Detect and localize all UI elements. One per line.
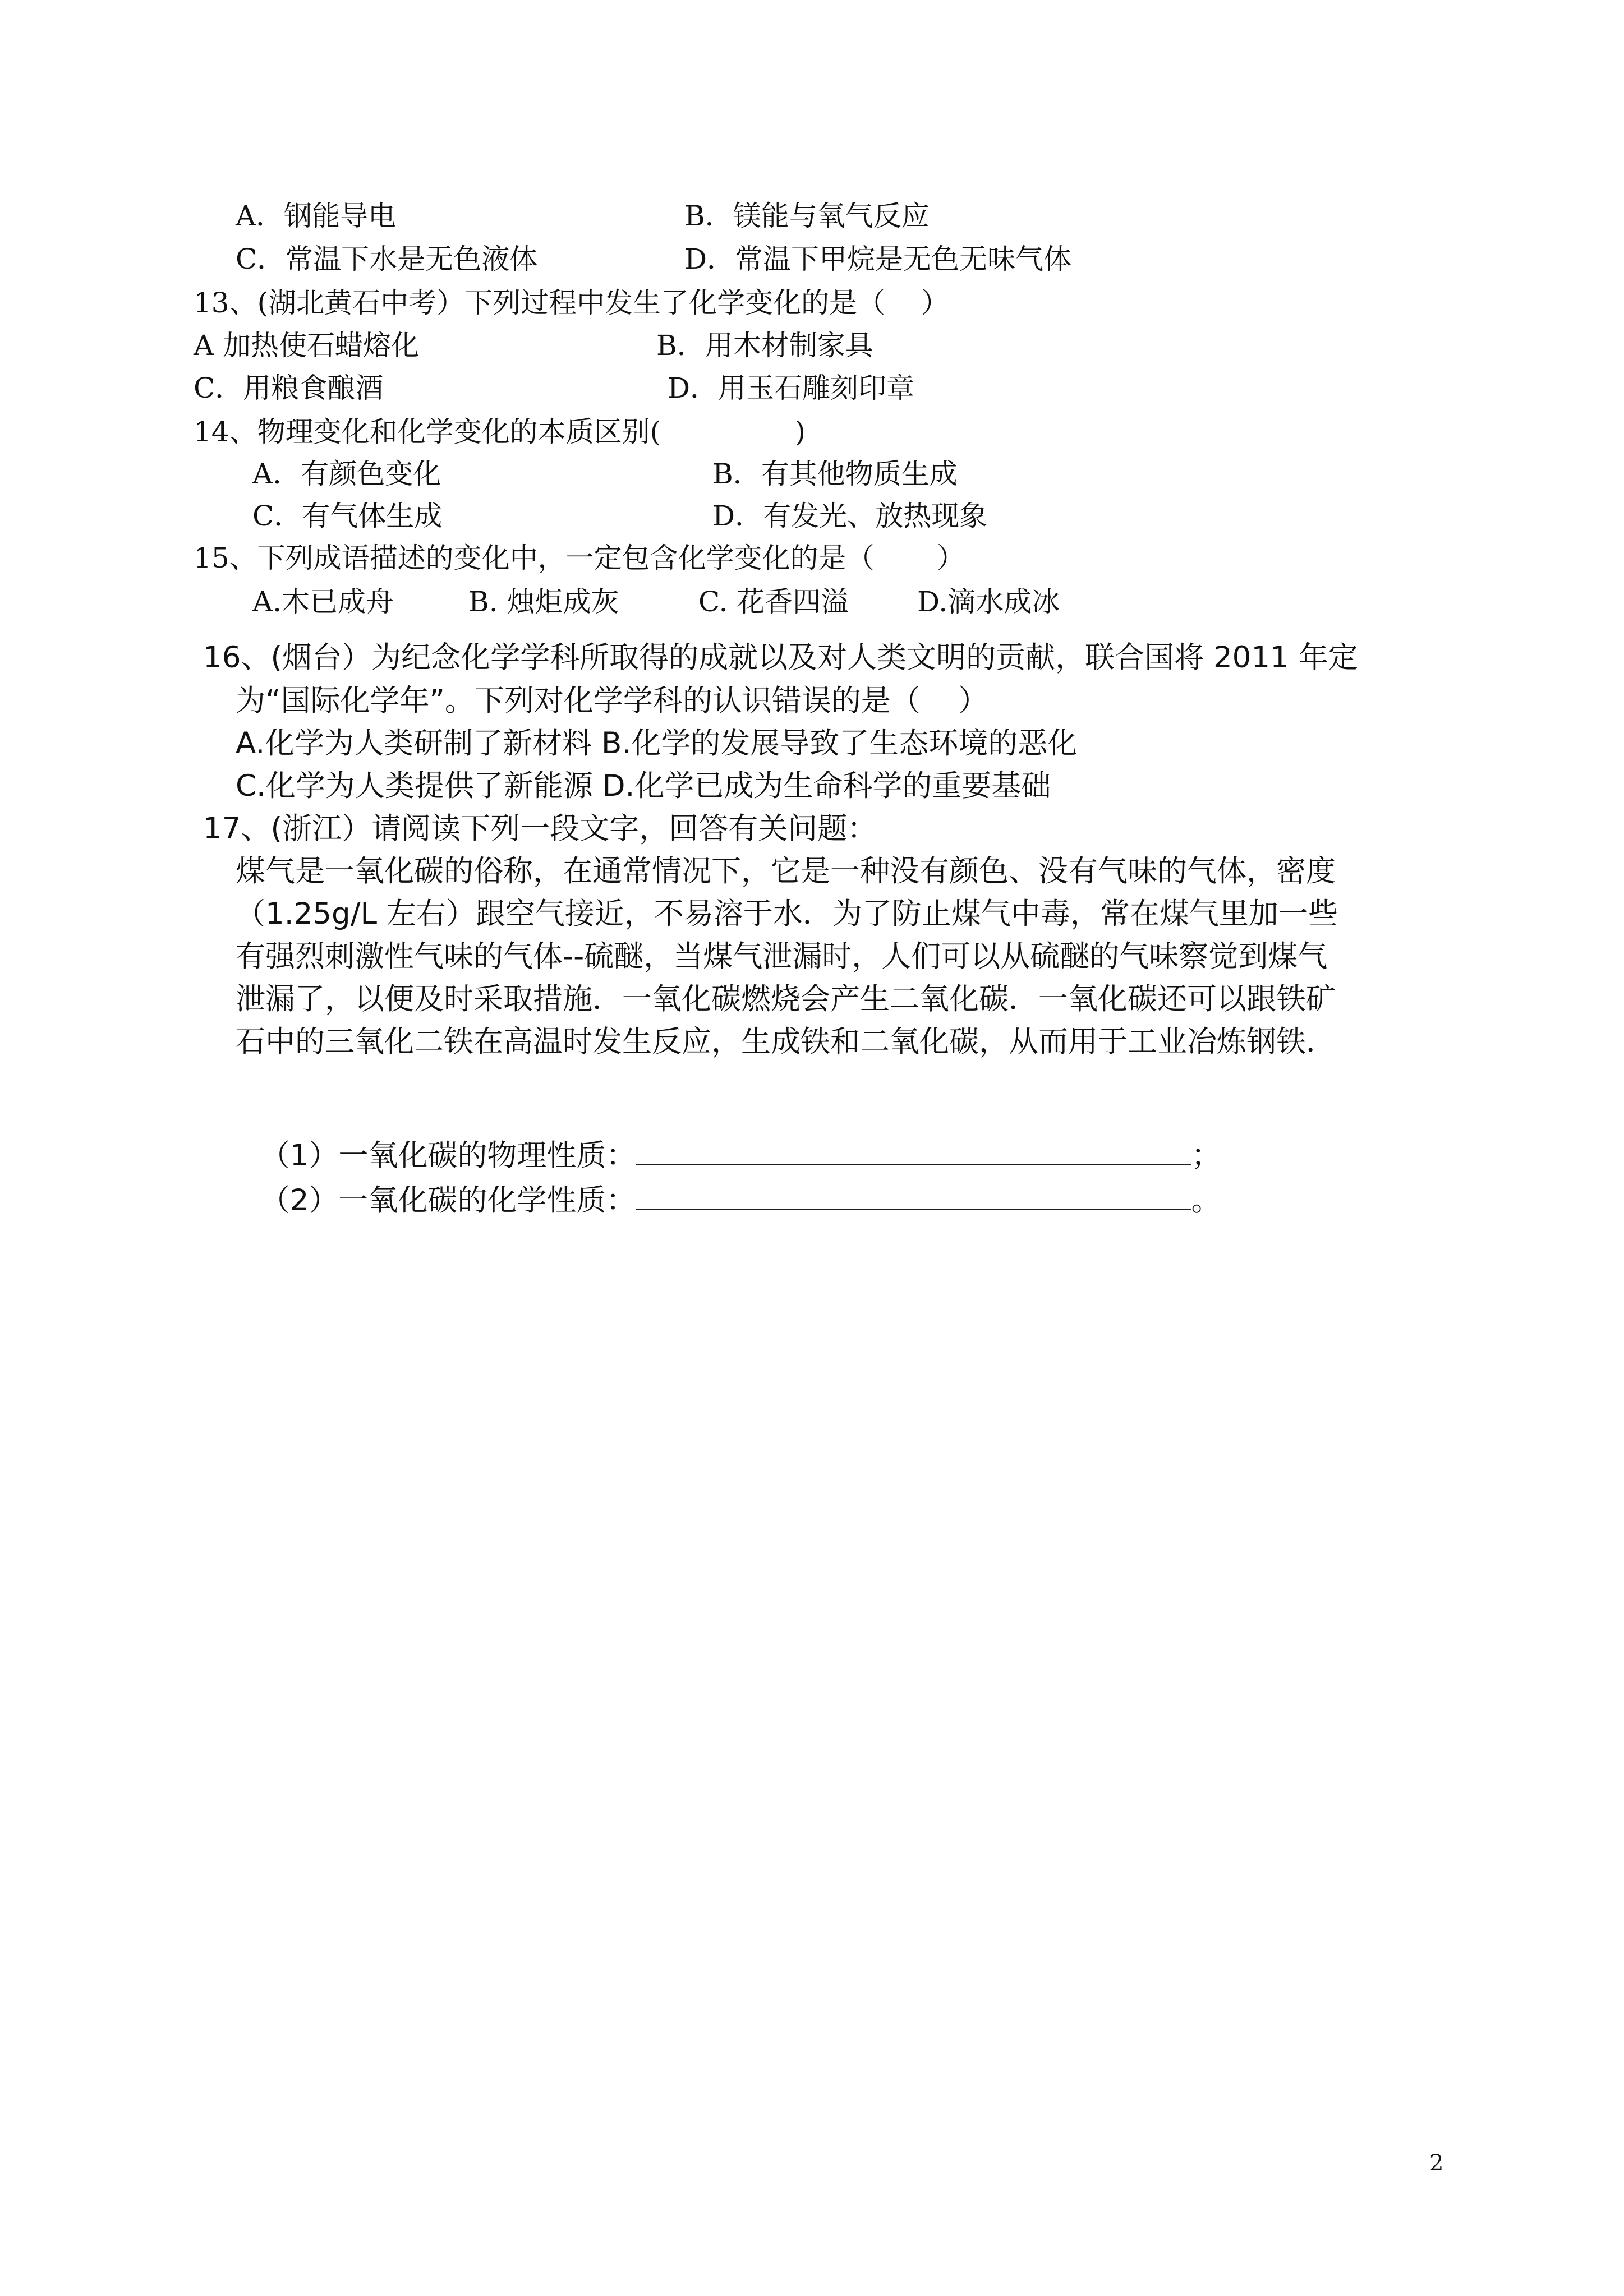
q13-option-d: D．用玉石雕刻印章: [668, 372, 915, 404]
q17-passage-line2: （1.25g/L 左右）跟空气接近，不易溶于水．为了防止煤气中毒，常在煤气里加一些: [236, 897, 1338, 931]
q14-option-c: C．有气体生成: [252, 500, 443, 532]
q14-option-a: A．有颜色变化: [252, 458, 441, 490]
q16-stem-line2: 为“国际化学年”。下列对化学学科的认识错误的是（ ）: [236, 684, 988, 718]
q15-stem: 15、下列成语描述的变化中，一定包含化学变化的是（ ）: [194, 542, 965, 574]
q17-subquestion-2: [241, 1145, 1221, 1219]
q17-passage-line5: 石中的三氧化二铁在高温时发生反应，生成铁和二氧化碳，从而用于工业冶炼钢铁．: [236, 1025, 1336, 1059]
q14-option-d: D．有发光、放热现象: [712, 500, 988, 532]
q15-option-b: B. 烛炬成灰: [468, 585, 619, 618]
q15-option-c: C. 花香四溢: [698, 585, 849, 618]
q17-passage-line3: 有强烈刺激性气味的气体--硫醚，当煤气泄漏时，人们可以从硫醚的气味察觉到煤气: [236, 939, 1328, 974]
q16-stem-line1: 16、(烟台）为纪念化学学科所取得的成就以及对人类文明的贡献，联合国将 2011 年定: [203, 640, 1358, 675]
page-number: 2: [1429, 2150, 1444, 2176]
q14-option-b: B．有其他物质生成: [712, 458, 958, 490]
q15-option-d: D.滴水成冰: [917, 585, 1060, 618]
q17-sub2-answer-blank[interactable]: [636, 1186, 1191, 1210]
q13-stem: 13、(湖北黄石中考）下列过程中发生了化学变化的是（ ）: [194, 287, 949, 319]
q16-options-line2: C.化学为人类提供了新能源 D.化学已成为生命科学的重要基础: [236, 769, 1051, 803]
q13-option-c: C．用粮食酿酒: [194, 372, 384, 404]
q13-option-b: B．用木材制家具: [656, 329, 873, 362]
q12-option-a: A．钢能导电: [236, 200, 397, 232]
q17-passage-line1: 煤气是一氧化碳的俗称，在通常情况下，它是一种没有颜色、没有气味的气体，密度: [236, 854, 1336, 888]
q14-stem: 14、物理变化和化学变化的本质区别( ): [194, 416, 806, 448]
q15-option-a: A.木已成舟: [252, 585, 394, 618]
q17-stem: 17、(浙江）请阅读下列一段文字，回答有关问题：: [203, 812, 877, 846]
q12-option-d: D．常温下甲烷是无色无味气体: [684, 243, 1072, 275]
q12-option-b: B．镁能与氧气反应: [684, 200, 930, 232]
q17-passage-line4: 泄漏了，以便及时采取措施．一氧化碳燃烧会产生二氧化碳．一氧化碳还可以跟铁矿: [236, 982, 1336, 1016]
q17-sub2-label: （2）一氧化碳的化学性质：: [260, 1183, 636, 1218]
q12-option-c: C．常温下水是无色液体: [236, 243, 538, 275]
q13-option-a: A 加热使石蜡熔化: [194, 329, 420, 362]
q17-sub2-end: 。: [1191, 1183, 1221, 1218]
q16-options-line1: A.化学为人类研制了新材料 B.化学的发展导致了生态环境的恶化: [236, 726, 1078, 760]
q17-sub1-label: （1）一氧化碳的物理性质：: [260, 1138, 636, 1173]
q17-sub1-end: ；: [1191, 1138, 1221, 1173]
